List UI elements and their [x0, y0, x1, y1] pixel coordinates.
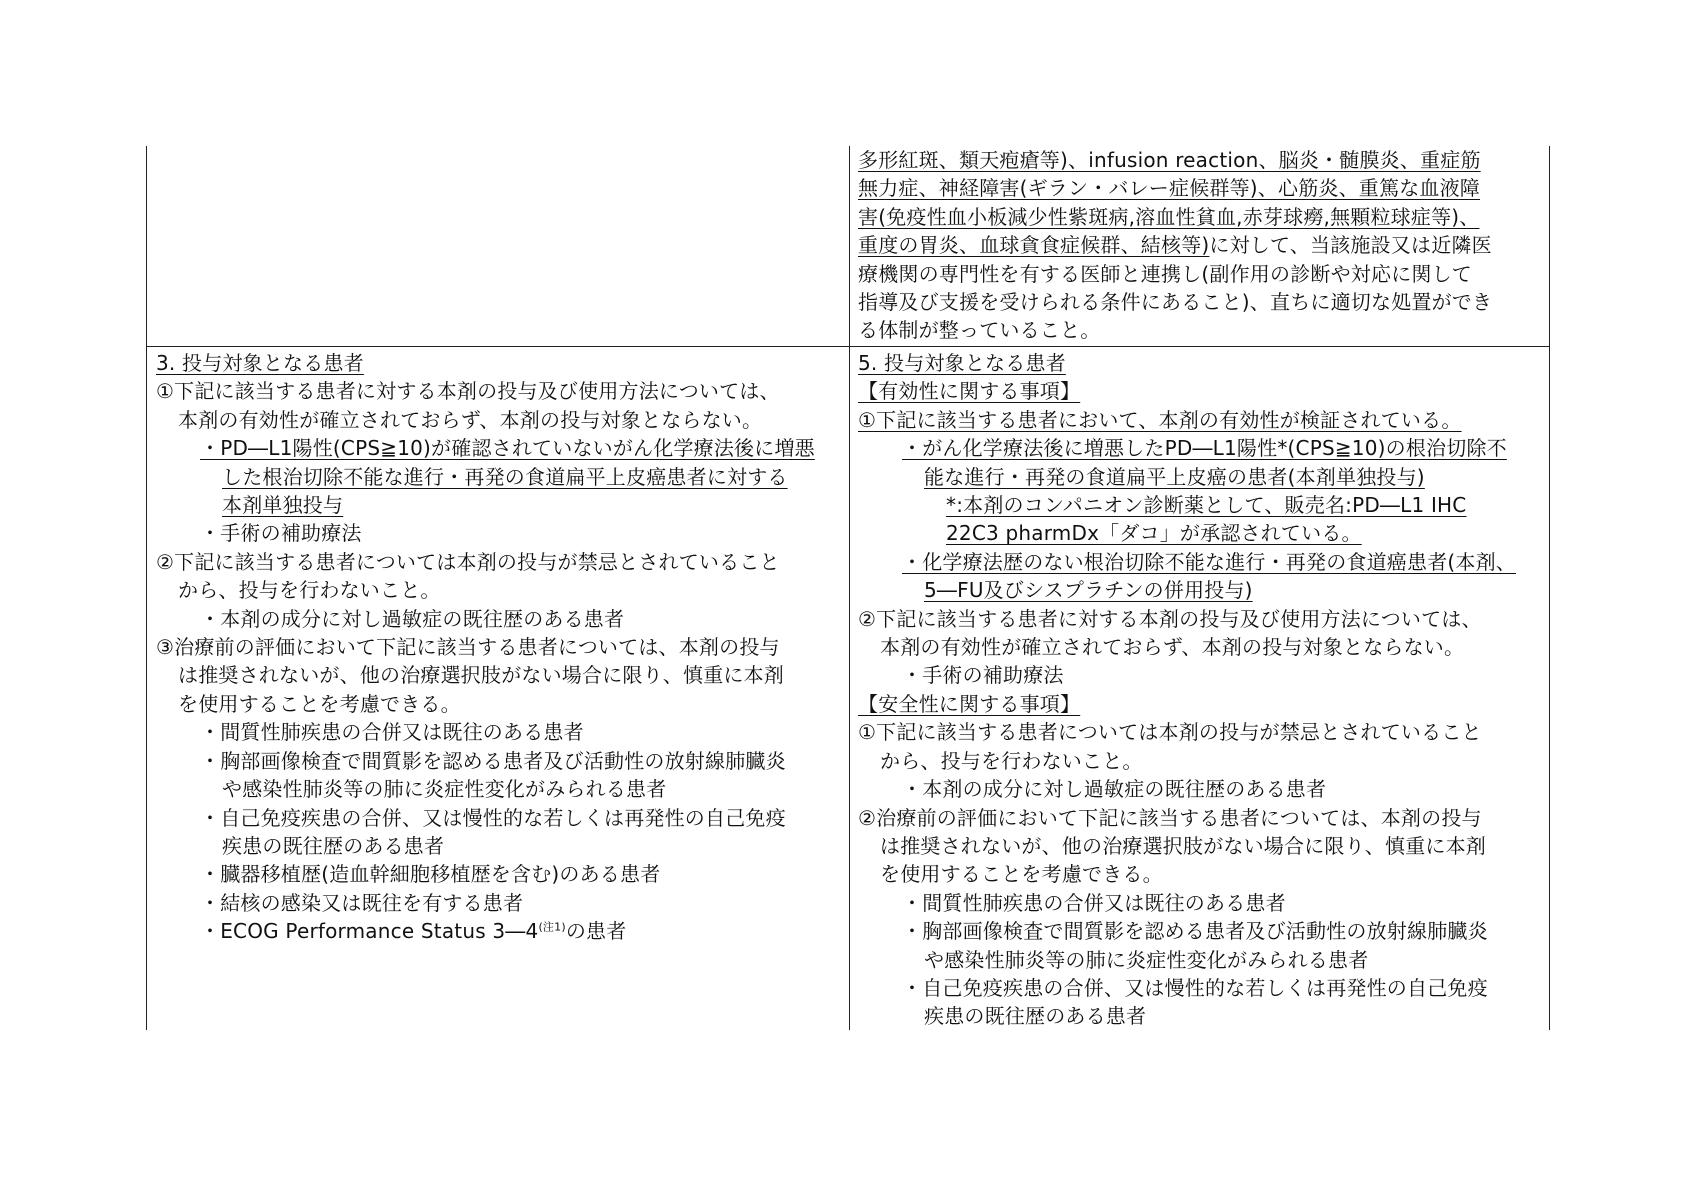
- text-line: 療機関の専門性を有する医師と連携し(副作用の診断や対応に関して: [858, 261, 1473, 286]
- bottom-right-cell: [858, 347, 1548, 1030]
- text-line: る体制が整っていること。: [858, 318, 1101, 343]
- text-line: 疾患の既往歴のある患者: [222, 833, 445, 858]
- text-line: 指導及び支援を受けられる条件にあること)、直ちに適切な処置ができ: [858, 290, 1493, 315]
- text-line: ・間質性肺疾患の合併又は既往のある患者: [200, 720, 584, 745]
- top-right-cell: [858, 146, 1548, 346]
- table-column-divider: [849, 146, 850, 1030]
- text-line: [156, 491, 846, 519]
- underlined-text: 22C3 pharmDx「ダコ」が承認されている。: [946, 521, 1362, 546]
- underlined-text: *:本剤のコンパニオン診断薬として、販売名:PD―L1 IHC: [946, 493, 1467, 518]
- table-border-left: [146, 146, 147, 1030]
- subsection-heading: [858, 690, 1548, 718]
- text-line: を使用することを考慮できる。: [880, 862, 1163, 887]
- text-line: ・胸部画像検査で間質影を認める患者及び活動性の放射線肺臓炎: [200, 748, 786, 773]
- text-line: ・自己免疫疾患の合併、又は慢性的な若しくは再発性の自己免疫: [200, 805, 786, 830]
- text-line: ③治療前の評価において下記に該当する患者については、本剤の投与: [156, 635, 780, 660]
- underlined-text: ①下記に該当する患者において、本剤の有効性が検証されている。: [858, 407, 1462, 432]
- section-heading: [156, 349, 846, 377]
- text-line: ・臓器移植歴(造血幹細胞移植歴を含む)のある患者: [200, 862, 661, 887]
- comparison-table: [146, 146, 1549, 1030]
- text-line: ①下記に該当する患者については本剤の投与が禁忌とされていること: [858, 720, 1482, 745]
- text-span: の患者: [565, 919, 627, 944]
- underlined-text: 重度の胃炎、血球貪食症候群、結核等): [858, 233, 1210, 258]
- underlined-text: 5―FU及びシスプラチンの併用投与): [924, 578, 1253, 603]
- text-line: ②治療前の評価において下記に該当する患者については、本剤の投与: [858, 805, 1482, 830]
- text-line: や感染性肺炎等の肺に炎症性変化がみられる患者: [924, 947, 1369, 972]
- text-line: [858, 576, 1548, 604]
- text-line: ・結核の感染又は既往を有する患者: [200, 890, 524, 915]
- top-left-cell: [156, 146, 846, 346]
- text-line: から、投与を行わないこと。: [178, 578, 441, 603]
- text-line: は推奨されないが、他の治療選択肢がない場合に限り、慎重に本剤: [880, 833, 1486, 858]
- text-line: ・自己免疫疾患の合併、又は慢性的な若しくは再発性の自己免疫: [902, 975, 1488, 1000]
- underlined-text: ・PD―L1陽性(CPS≧10)が確認されていないがん化学療法後に増悪: [200, 436, 815, 461]
- text-span: に対して、当該施設又は近隣医: [1209, 233, 1492, 258]
- section-heading: [858, 349, 1548, 377]
- underlined-text: ・化学療法歴のない根治切除不能な進行・再発の食道癌患者(本剤、: [902, 549, 1517, 574]
- text-line: [858, 406, 1548, 434]
- text-line: 無力症、神経障害(ギラン・バレー症候群等)、心筋炎、重篤な血液障: [858, 176, 1481, 201]
- text-line: ・胸部画像検査で間質影を認める患者及び活動性の放射線肺臓炎: [902, 919, 1488, 944]
- text-line: ②下記に該当する患者については本剤の投与が禁忌とされていること: [156, 549, 780, 574]
- underlined-text: 【有効性に関する事項】: [858, 379, 1081, 404]
- text-line: ①下記に該当する患者に対する本剤の投与及び使用方法については、: [156, 379, 780, 404]
- text-line: ・間質性肺疾患の合併又は既往のある患者: [902, 890, 1286, 915]
- text-line: [858, 491, 1548, 519]
- text-line: ・本剤の成分に対し過敏症の既往歴のある患者: [200, 606, 625, 631]
- text-line: [156, 917, 846, 945]
- text-line: [858, 463, 1548, 491]
- text-line: [858, 434, 1548, 462]
- text-line: [858, 519, 1548, 547]
- bottom-left-cell: [156, 347, 846, 1030]
- text-span: ・ECOG Performance Status 3―4: [200, 919, 539, 944]
- subsection-heading: [858, 377, 1548, 405]
- text-line: や感染性肺炎等の肺に炎症性変化がみられる患者: [222, 777, 667, 802]
- underlined-text: した根治切除不能な進行・再発の食道扁平上皮癌患者に対する: [222, 464, 788, 489]
- text-line: 多形紅斑、類天疱瘡等)、infusion reaction、脳炎・髄膜炎、重症筋: [858, 148, 1481, 172]
- text-line: は推奨されないが、他の治療選択肢がない場合に限り、慎重に本剤: [178, 663, 784, 688]
- heading-text: 5. 投与対象となる患者: [858, 351, 1066, 375]
- text-line: [156, 434, 846, 462]
- heading-text: 3. 投与対象となる患者: [156, 351, 364, 375]
- text-line: [156, 463, 846, 491]
- text-line: ・手術の補助療法: [902, 663, 1064, 688]
- underlined-text: ・がん化学療法後に増悪したPD―L1陽性*(CPS≧10)の根治切除不: [902, 436, 1507, 461]
- text-line: 疾患の既往歴のある患者: [924, 1004, 1147, 1029]
- table-border-right: [1549, 146, 1550, 1030]
- footnote-ref: (注1): [538, 920, 566, 934]
- underlined-text: 能な進行・再発の食道扁平上皮癌の患者(本剤単独投与): [924, 464, 1425, 489]
- text-line: 本剤の有効性が確立されておらず、本剤の投与対象とならない。: [178, 407, 763, 432]
- underlined-text: 【安全性に関する事項】: [858, 691, 1081, 716]
- text-line: から、投与を行わないこと。: [880, 748, 1143, 773]
- text-line: [858, 548, 1548, 576]
- text-line: を使用することを考慮できる。: [178, 691, 461, 716]
- text-line: 本剤の有効性が確立されておらず、本剤の投与対象とならない。: [880, 635, 1465, 660]
- text-line: ・本剤の成分に対し過敏症の既往歴のある患者: [902, 777, 1327, 802]
- text-line: 害(免疫性血小板減少性紫斑病,溶血性貧血,赤芽球癆,無顆粒球症等)、: [858, 204, 1480, 229]
- text-line: [858, 231, 1548, 259]
- underlined-text: 本剤単独投与: [222, 493, 344, 518]
- text-line: ②下記に該当する患者に対する本剤の投与及び使用方法については、: [858, 606, 1482, 631]
- text-line: ・手術の補助療法: [200, 521, 362, 546]
